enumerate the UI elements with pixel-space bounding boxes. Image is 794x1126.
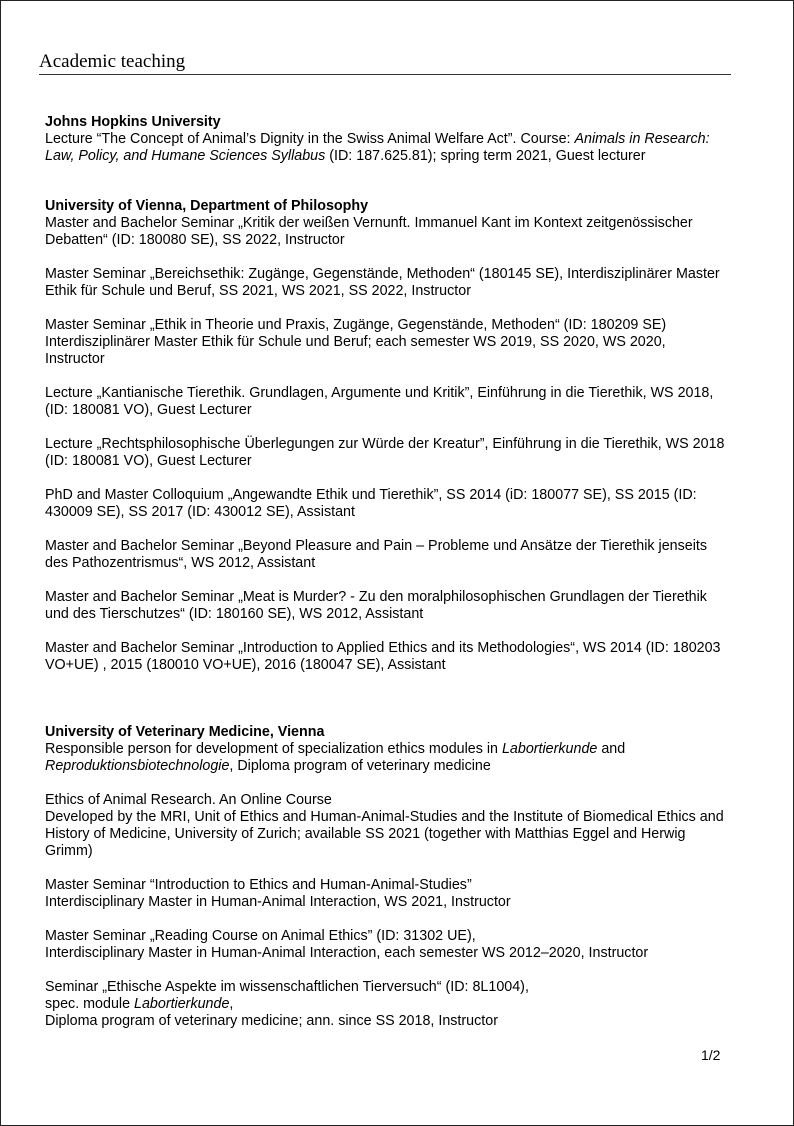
course-title: Animals in Research: Law, Policy, and Humane Sciences Syllabus xyxy=(45,131,710,164)
module-name: Labortierkunde xyxy=(501,741,598,757)
section-heading: Academic teaching xyxy=(39,51,731,75)
teaching-entry: Lecture „Rechtsphilosophische Überlegungen zur Würde der Kreatur”, Einführung in die Tierethik, WS 2018 (ID: 180081 VO), Guest Lecturer xyxy=(45,436,725,469)
teaching-entry xyxy=(45,131,725,165)
module-name: Labortierkunde xyxy=(134,996,230,1012)
entry-text: Developed by the MRI, Unit of Ethics and Human-Animal-Studies and the Institute of Biomedical Ethics and History of Medicine, University of Zurich; available SS 2021 (together with Matthias Eggel and Herwig Grimm) xyxy=(45,809,724,859)
entry-text xyxy=(45,996,725,1013)
module-name: Reproduktionsbiotechnologie xyxy=(45,758,230,774)
entry-text: (ID: 187.625.81); spring term 2021, Guest lecturer xyxy=(325,148,646,164)
entry-text: and xyxy=(597,741,626,757)
entry-text: Interdisciplinary Master in Human-Animal Interaction, WS 2021, Instructor xyxy=(45,894,511,910)
institution-name: University of Veterinary Medicine, Vienna xyxy=(45,724,325,740)
institution-name: University of Vienna, Department of Philosophy xyxy=(45,198,369,214)
institution-name: Johns Hopkins University xyxy=(45,114,221,130)
institution-vetmed xyxy=(45,724,725,1030)
entry-text: spec. module xyxy=(45,996,135,1012)
entry-title: Seminar „Ethische Aspekte im wissenschaftlichen Tierversuch“ (ID: 8L1004), xyxy=(45,979,529,995)
teaching-entry: Master and Bachelor Seminar „Kritik der weißen Vernunft. Immanuel Kant im Kontext zeitgenössischer Debatten“ (ID: 180080 SE), SS 2022, Instructor xyxy=(45,215,693,248)
teaching-entry: Master and Bachelor Seminar „Introduction to Applied Ethics and its Methodologies“, WS 2014 (ID: 180203 VO+UE) , 2015 (180010 VO+UE), 2016 (180047 SE), Assistant xyxy=(45,640,721,673)
teaching-entry xyxy=(45,979,725,1030)
teaching-entry: Master Seminar „Bereichsethik: Zugänge, Gegenstände, Methoden“ (180145 SE), Interdisziplinärer Master Ethik für Schule und Beruf, SS 2021, WS 2021, SS 2022, Instructor xyxy=(45,266,720,299)
teaching-entry xyxy=(45,741,725,775)
institution-jhu xyxy=(45,114,725,165)
teaching-entry: Master and Bachelor Seminar „Meat is Murder? - Zu den moralphilosophischen Grundlagen der Tierethik und des Tierschutzes“ (ID: 180160 SE), WS 2012, Assistant xyxy=(45,589,707,622)
teaching-list xyxy=(45,114,725,1030)
entry-text: Diploma program of veterinary medicine; ann. since SS 2018, Instructor xyxy=(45,1013,498,1029)
teaching-entry: Master and Bachelor Seminar „Beyond Pleasure and Pain – Probleme und Ansätze der Tierethik jenseits des Pathozentrismus“, WS 2012, Assistant xyxy=(45,538,707,571)
teaching-entry xyxy=(45,877,725,911)
teaching-entry: Master Seminar „Ethik in Theorie und Praxis, Zugänge, Gegenstände, Methoden“ (ID: 180209 SE) Interdisziplinärer Master Ethik für Schule und Beruf; each semester WS 2019, SS 2020, WS 2020, Instructor xyxy=(45,317,667,367)
teaching-entry xyxy=(45,928,725,962)
teaching-entry xyxy=(45,792,725,860)
entry-title: Master Seminar “Introduction to Ethics and Human-Animal-Studies” xyxy=(45,877,472,893)
teaching-entry: Lecture „Kantianische Tierethik. Grundlagen, Argumente und Kritik”, Einführung in die Tierethik, WS 2018, (ID: 180081 VO), Guest Lecturer xyxy=(45,385,714,418)
entry-text: Interdisciplinary Master in Human-Animal Interaction, each semester WS 2012–2020, Instructor xyxy=(45,945,649,961)
entry-text: Lecture “The Concept of Animal’s Dignity in the Swiss Animal Welfare Act”. Course: xyxy=(45,131,575,147)
entry-text: , xyxy=(229,996,234,1012)
page-number: 1/2 xyxy=(701,1047,721,1063)
entry-title: Ethics of Animal Research. An Online Course xyxy=(45,792,332,808)
entry-text: , Diploma program of veterinary medicine xyxy=(229,758,491,774)
teaching-entry: PhD and Master Colloquium „Angewandte Ethik und Tierethik”, SS 2014 (iD: 180077 SE), SS 2015 (ID: 430009 SE), SS 2017 (ID: 430012 SE), Assistant xyxy=(45,487,697,520)
entry-title: Master Seminar „Reading Course on Animal Ethics” (ID: 31302 UE), xyxy=(45,928,476,944)
institution-vienna xyxy=(45,198,725,674)
entry-text: Responsible person for development of specialization ethics modules in xyxy=(45,741,502,757)
